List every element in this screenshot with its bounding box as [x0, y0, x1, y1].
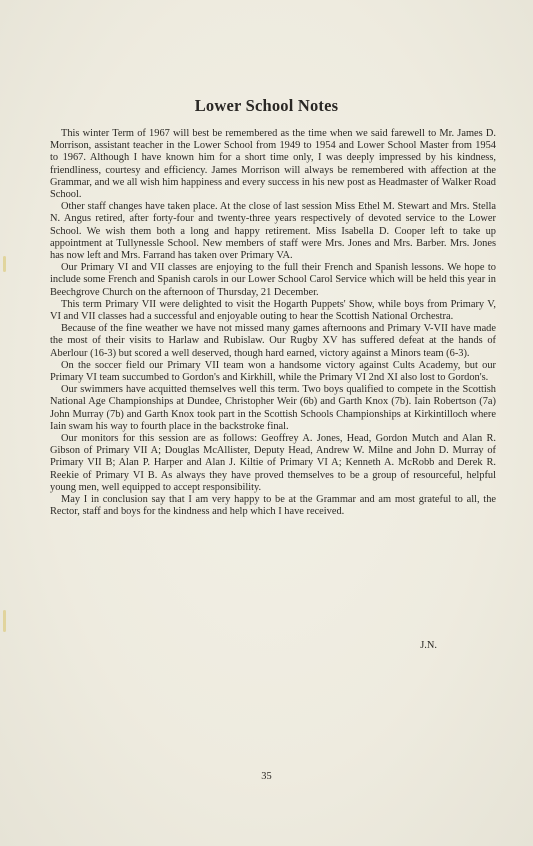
page-number: 35: [261, 771, 272, 782]
paragraph: Other staff changes have taken place. At the close of last session Miss Ethel M. Stewart and Mrs. Stella N. Angus retired, after forty-four and twenty-three years respectively of devoted service to the Lower School. We wish them both a long and happy retirement. Miss Isabella D. Cooper left to take up appointment at Tullynessle School. New members of staff were Mrs. Jones and Mrs. Barber. Mrs. Jones has now left and Mrs. Farrand has taken over Primary VA.: [50, 201, 496, 262]
paragraph: Because of the fine weather we have not missed many games afternoons and Primary V-VII have made the most of their visits to Harlaw and Rubislaw. Our Rugby XV has suffered defeat at the hands of Aberlour (16-3) but scored a well deserved, though hard earned, victory against a Minors team (6-3).: [50, 323, 496, 359]
paragraph: This term Primary VII were delighted to visit the Hogarth Puppets' Show, while boys from Primary V, VI and VII classes had a successful and enjoyable outing to hear the Scottish National Orchestra.: [50, 298, 496, 323]
paragraph: On the soccer field our Primary VII team won a handsome victory against Cults Academy, but our Primary VI team succumbed to Gordon's and Kirkhill, while the Primary VI 2nd XI also lost to Gordon's.: [50, 359, 496, 384]
paragraph: This winter Term of 1967 will best be remembered as the time when we said farewell to Mr. James D. Morrison, assistant teacher in the Lower School from 1949 to 1954 and Lower School Master from 1954 to 1967. Although I have known him for a short time only, I was deeply impressed by his kindness, friendliness, courtesy and efficiency. James Morrison will always be remembered with affection at the Grammar, and we all wish him happiness and every success in his new post as Headmaster of Walker Road School.: [50, 128, 496, 201]
paragraph: May I in conclusion say that I am very happy to be at the Grammar and am most grateful to all, the Rector, staff and boys for the kindness and help which I have received.: [50, 494, 496, 518]
paragraph: Our monitors for this session are as follows: Geoffrey A. Jones, Head, Gordon Mutch and Alan R. Gibson of Primary VII A; Douglas McAllister, Deputy Head, Andrew W. Milne and John D. Murray of Primary VII B; Alan P. Harper and Alan J. Kiltie of Primary VI A; Kenneth A. McRobb and Derek R. Reekie of Primary VI B. As always they have proved themselves to be a group of resourceful, helpful young men, well equipped to accept responsibility.: [50, 433, 496, 493]
page-title: Lower School Notes: [194, 96, 339, 115]
page-edge-mark: [3, 610, 6, 632]
article-body: [50, 128, 496, 519]
author-signature: J.N.: [420, 640, 437, 651]
page-edge-mark: [3, 256, 6, 272]
paragraph: Our swimmers have acquitted themselves well this term. Two boys qualified to compete in the Scottish National Age Championships at Dundee, Christopher Weir (6b) and Garth Knox (7b). Iain Robertson (7a) John Murray (7b) and Garth Knox took part in the Scottish Schools Championships at Kirkintilloch where Iain swam his way to fourth place in the backstroke final.: [50, 384, 496, 432]
paragraph: Our Primary VI and VII classes are enjoying to the full their French and Spanish lessons. We hope to include some French and Spanish carols in our Lower School Carol Service which will be held this year in Beechgrove Church on the afternoon of Thursday, 21 December.: [50, 262, 496, 298]
